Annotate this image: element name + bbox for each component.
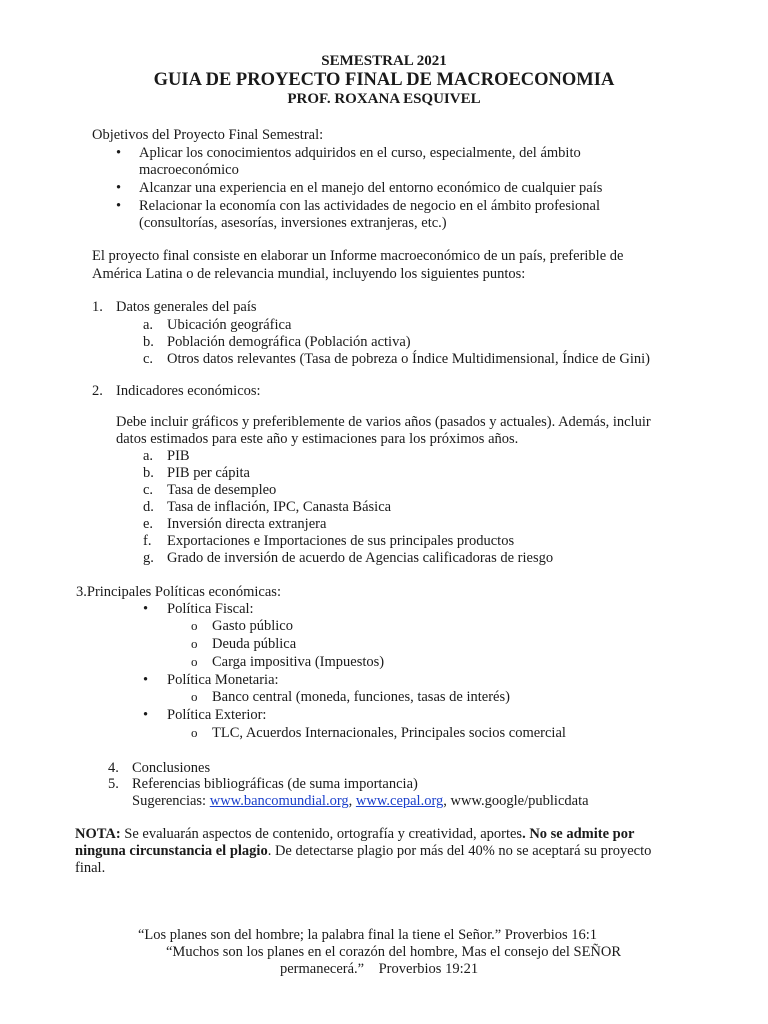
quote-proverbs-19: “Muchos son los planes en el corazón del hombre, Mas el consejo del SEÑOR bbox=[166, 944, 622, 960]
quote-proverbs-19-cont: permanecerá.” Proverbios 19:21 bbox=[280, 961, 479, 977]
list-item: Inversión directa extranjera bbox=[167, 516, 327, 532]
list-marker: e. bbox=[143, 516, 154, 532]
objectives-heading: Objetivos del Proyecto Final Semestral: bbox=[92, 127, 324, 143]
list-marker: d. bbox=[143, 499, 154, 515]
list-marker: g. bbox=[143, 550, 154, 566]
policy-heading: Política Monetaria: bbox=[167, 672, 279, 688]
note-line-1 bbox=[75, 826, 634, 843]
sub-bullet-marker: o bbox=[191, 725, 198, 740]
list-marker: b. bbox=[143, 334, 154, 350]
policy-heading: Política Fiscal: bbox=[167, 601, 254, 617]
section-number: 1. bbox=[92, 299, 103, 315]
policy-heading: Política Exterior: bbox=[167, 707, 267, 723]
note-bold-text: . No se admite por bbox=[522, 826, 635, 842]
sub-bullet-marker: o bbox=[191, 636, 198, 651]
section-title: Datos generales del país bbox=[116, 299, 257, 315]
bullet-icon bbox=[143, 601, 148, 618]
list-item: Grado de inversión de acuerdo de Agencias calificadoras de riesgo bbox=[167, 550, 554, 566]
policy-item: TLC, Acuerdos Internacionales, Principales socios comercial bbox=[212, 725, 566, 741]
section-number: 5. bbox=[108, 776, 119, 792]
section-number: 2. bbox=[92, 383, 103, 399]
list-item: Ubicación geográfica bbox=[167, 317, 292, 333]
list-item: Tasa de desempleo bbox=[167, 482, 277, 498]
page-title: GUIA DE PROYECTO FINAL DE MACROECONOMIA bbox=[153, 70, 615, 90]
bullet-icon bbox=[116, 198, 121, 215]
note-text: Se evaluarán aspectos de contenido, ortografía y creatividad, aportes bbox=[120, 826, 523, 842]
objective-item: Alcanzar una experiencia en el manejo del entorno económico de cualquier país bbox=[139, 180, 603, 196]
list-item: PIB bbox=[167, 448, 190, 464]
section-description: Debe incluir gráficos y preferiblemente de varios años (pasados y actuales). Además, incluir bbox=[116, 414, 651, 430]
intro-paragraph: El proyecto final consiste en elaborar un Informe macroeconómico de un país, preferible de bbox=[92, 248, 624, 264]
professor-name: PROF. ROXANA ESQUIVEL bbox=[287, 91, 481, 107]
suggestions-label: Sugerencias: bbox=[132, 793, 210, 809]
objective-item: Relacionar la economía con las actividades de negocio en el ámbito profesional bbox=[139, 198, 601, 214]
list-marker: b. bbox=[143, 465, 154, 481]
note-bold-text: ninguna circunstancia el plagio bbox=[75, 843, 268, 859]
bullet-icon bbox=[116, 145, 121, 162]
bullet-icon bbox=[143, 672, 148, 689]
list-marker: f. bbox=[143, 533, 152, 549]
sub-bullet-marker: o bbox=[191, 689, 198, 704]
section-description-cont: datos estimados para este año y estimaciones para los próximos años. bbox=[116, 431, 519, 447]
section-title: Conclusiones bbox=[132, 760, 211, 776]
sub-bullet-marker: o bbox=[191, 654, 198, 669]
policy-item: Carga impositiva (Impuestos) bbox=[212, 654, 385, 670]
list-item: PIB per cápita bbox=[167, 465, 250, 481]
quote-proverbs-16: “Los planes son del hombre; la palabra final la tiene el Señor.” Proverbios 16:1 bbox=[138, 927, 598, 943]
section-title: Referencias bibliográficas (de suma importancia) bbox=[132, 776, 418, 792]
list-item: Exportaciones e Importaciones de sus principales productos bbox=[167, 533, 515, 549]
list-marker: a. bbox=[143, 317, 154, 333]
objective-item: Aplicar los conocimientos adquiridos en el curso, especialmente, del ámbito bbox=[139, 145, 581, 161]
suggestions-line bbox=[132, 793, 589, 810]
objective-item-cont: (consultorías, asesorías, inversiones extranjeras, etc.) bbox=[139, 215, 447, 231]
note-line-2 bbox=[75, 843, 651, 860]
policy-item: Deuda pública bbox=[212, 636, 297, 652]
bancomundial-link[interactable]: www.bancomundial.org bbox=[209, 793, 349, 809]
list-marker: c. bbox=[143, 482, 154, 498]
separator: , bbox=[348, 793, 356, 809]
bullet-icon bbox=[143, 707, 148, 724]
note-label: NOTA: bbox=[75, 826, 121, 842]
intro-paragraph-cont: América Latina o de relevancia mundial, incluyendo los siguientes puntos: bbox=[92, 266, 526, 282]
section-title: Indicadores económicos: bbox=[116, 383, 261, 399]
note-text: . De detectarse plagio por más del 40% no se aceptará su proyecto bbox=[267, 843, 652, 859]
list-item: Otros datos relevantes (Tasa de pobreza o Índice Multidimensional, Índice de Gini) bbox=[167, 351, 650, 367]
objective-item-cont: macroeconómico bbox=[139, 162, 239, 178]
suggestions-tail: , www.google/publicdata bbox=[443, 793, 589, 809]
list-item: Tasa de inflación, IPC, Canasta Básica bbox=[167, 499, 392, 515]
section-title: 3.Principales Políticas económicas: bbox=[76, 584, 281, 600]
note-line-3: final. bbox=[75, 860, 106, 876]
bullet-icon bbox=[116, 180, 121, 197]
policy-item: Gasto público bbox=[212, 618, 293, 634]
semester-heading: SEMESTRAL 2021 bbox=[321, 53, 447, 69]
cepal-link[interactable]: www.cepal.org bbox=[355, 793, 444, 809]
section-number: 4. bbox=[108, 760, 119, 776]
list-item: Población demográfica (Población activa) bbox=[167, 334, 411, 350]
list-marker: c. bbox=[143, 351, 154, 367]
sub-bullet-marker: o bbox=[191, 618, 198, 633]
policy-item: Banco central (moneda, funciones, tasas de interés) bbox=[212, 689, 510, 705]
list-marker: a. bbox=[143, 448, 154, 464]
